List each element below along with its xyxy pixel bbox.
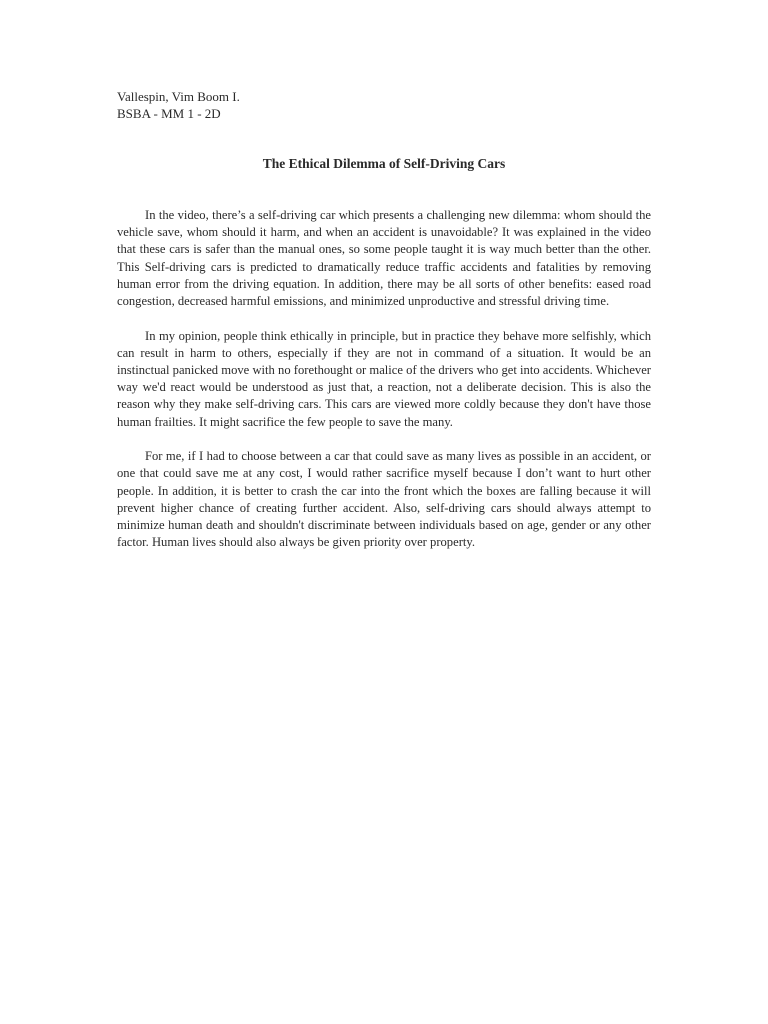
author-name: Vallespin, Vim Boom I. (117, 89, 240, 104)
paragraph-2: In my opinion, people think ethically in principle, but in practice they behave more selfishly, which can result in harm to others, especially if they are not in command of a situation. It would be an instinctual panicked move with no forethought or malice of the drivers who get into accidents. Whichever way we'd react would be understood as just that, a reaction, not a deliberate decision. This is also the reason why they make self-driving cars. This cars are viewed more coldly because they don't have those human frailties. It might sacrifice the few people to save the many. (117, 328, 651, 429)
paragraph-1: In the video, there’s a self-driving car which presents a challenging new dilemma: whom should the vehicle save, whom should it harm, and when an accident is unavoidable? It was explained in the video that these cars is safer than the manual ones, so some people taught it is way much better than the other. This Self-driving cars is predicted to dramatically reduce traffic accidents and fatalities by removing human error from the driving equation. In addition, there may be all sorts of other benefits: eased road congestion, decreased harmful emissions, and minimized unproductive and stressful driving time. (117, 208, 651, 309)
document-body (117, 207, 651, 569)
document-title: The Ethical Dilemma of Self-Driving Cars (262, 156, 506, 171)
course-section: BSBA - MM 1 - 2D (117, 106, 221, 121)
paragraph-3: For me, if I had to choose between a car that could save as many lives as possible in an accident, or one that could save me at any cost, I would rather sacrifice myself because I don’t want to hurt other people. In addition, it is better to crash the car into the front which the boxes are falling because it will prevent higher chance of creating further accident. Also, self-driving cars should always attempt to minimize human death and shouldn't discriminate between individuals based on age, gender or any other factor. Human lives should also always be given priority over property. (117, 449, 651, 550)
document-header (117, 88, 240, 122)
